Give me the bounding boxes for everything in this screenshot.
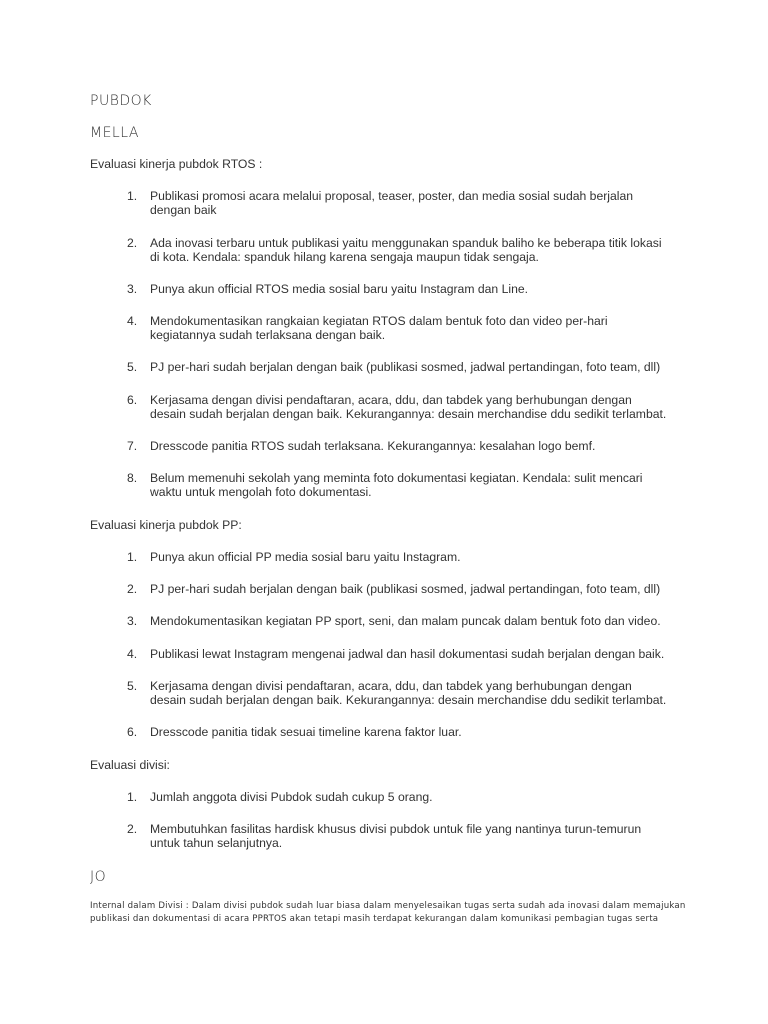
list-item: Kerjasama dengan divisi pendaftaran, acara, ddu, dan tabdek yang berhubungan dengan desain sudah berjalan dengan baik. Kekurangannya: desain merchandise ddu sedikit terlambat. <box>150 393 667 421</box>
list-number: 1. <box>127 550 138 564</box>
list-item: Dresscode panitia tidak sesuai timeline karena faktor luar. <box>150 725 462 739</box>
list-number: 1. <box>127 189 138 203</box>
list-item: PJ per-hari sudah berjalan dengan baik (publikasi sosmed, jadwal pertandingan, foto team, dll) <box>150 582 661 596</box>
list-number: 4. <box>127 647 138 661</box>
list-number: 2. <box>127 236 138 250</box>
doc-title: PUBDOK <box>90 93 152 109</box>
list-number: 3. <box>127 614 138 628</box>
list-number: 2. <box>127 822 138 836</box>
list-item: Dresscode panitia RTOS sudah terlaksana. Kekurangannya: kesalahan logo bemf. <box>150 439 596 453</box>
list-number: 5. <box>127 360 138 374</box>
section-heading-rtos: Evaluasi kinerja pubdok RTOS : <box>90 157 263 171</box>
list-number: 4. <box>127 314 138 328</box>
list-number: 5. <box>127 679 138 693</box>
list-item: Mendokumentasikan rangkaian kegiatan RTOS dalam bentuk foto dan video per-hari kegiatannya sudah terlaksana dengan baik. <box>150 314 608 342</box>
list-number: 1. <box>127 790 138 804</box>
section-heading-divisi: Evaluasi divisi: <box>90 758 170 772</box>
list-number: 6. <box>127 725 138 739</box>
list-item: Jumlah anggota divisi Pubdok sudah cukup 5 orang. <box>150 790 433 804</box>
list-number: 7. <box>127 439 138 453</box>
list-item: Punya akun official RTOS media sosial baru yaitu Instagram dan Line. <box>150 282 529 296</box>
list-number: 6. <box>127 393 138 407</box>
internal-paragraph: Internal dalam Divisi : Dalam divisi pubdok sudah luar biasa dalam menyelesaikan tugas serta sudah ada inovasi dalam memajukan publikasi dan dokumentasi di acara PPRTOS akan tetapi masih terdapat kekurangan dalam komunikasi pembagian tugas serta <box>90 901 686 924</box>
list-number: 3. <box>127 282 138 296</box>
list-item: Mendokumentasikan kegiatan PP sport, seni, dan malam puncak dalam bentuk foto dan video. <box>150 614 661 628</box>
list-number: 2. <box>127 582 138 596</box>
list-item: Membutuhkan fasilitas hardisk khusus divisi pubdok untuk file yang nantinya turun-temurun untuk tahun selanjutnya. <box>150 822 642 850</box>
author-jo: JO <box>90 869 107 885</box>
section-heading-pp: Evaluasi kinerja pubdok PP: <box>90 518 242 532</box>
list-item: Ada inovasi terbaru untuk publikasi yaitu menggunakan spanduk baliho ke beberapa titik lokasi di kota. Kendala: spanduk hilang karena sengaja maupun tidak sengaja. <box>150 236 662 264</box>
list-item: Punya akun official PP media sosial baru yaitu Instagram. <box>150 550 461 564</box>
list-number: 8. <box>127 471 138 485</box>
list-item: Kerjasama dengan divisi pendaftaran, acara, ddu, dan tabdek yang berhubungan dengan desain sudah berjalan dengan baik. Kekurangannya: desain merchandise ddu sedikit terlambat. <box>150 679 667 707</box>
list-item: Belum memenuhi sekolah yang meminta foto dokumentasi kegiatan. Kendala: sulit mencari waktu untuk mengolah foto dokumentasi. <box>150 471 643 499</box>
list-item: PJ per-hari sudah berjalan dengan baik (publikasi sosmed, jadwal pertandingan, foto team, dll) <box>150 360 661 374</box>
list-item: Publikasi promosi acara melalui proposal, teaser, poster, dan media sosial sudah berjalan dengan baik <box>150 189 634 217</box>
list-item: Publikasi lewat Instagram mengenai jadwal dan hasil dokumentasi sudah berjalan dengan baik. <box>150 647 665 661</box>
author-mella: MELLA <box>90 125 139 141</box>
